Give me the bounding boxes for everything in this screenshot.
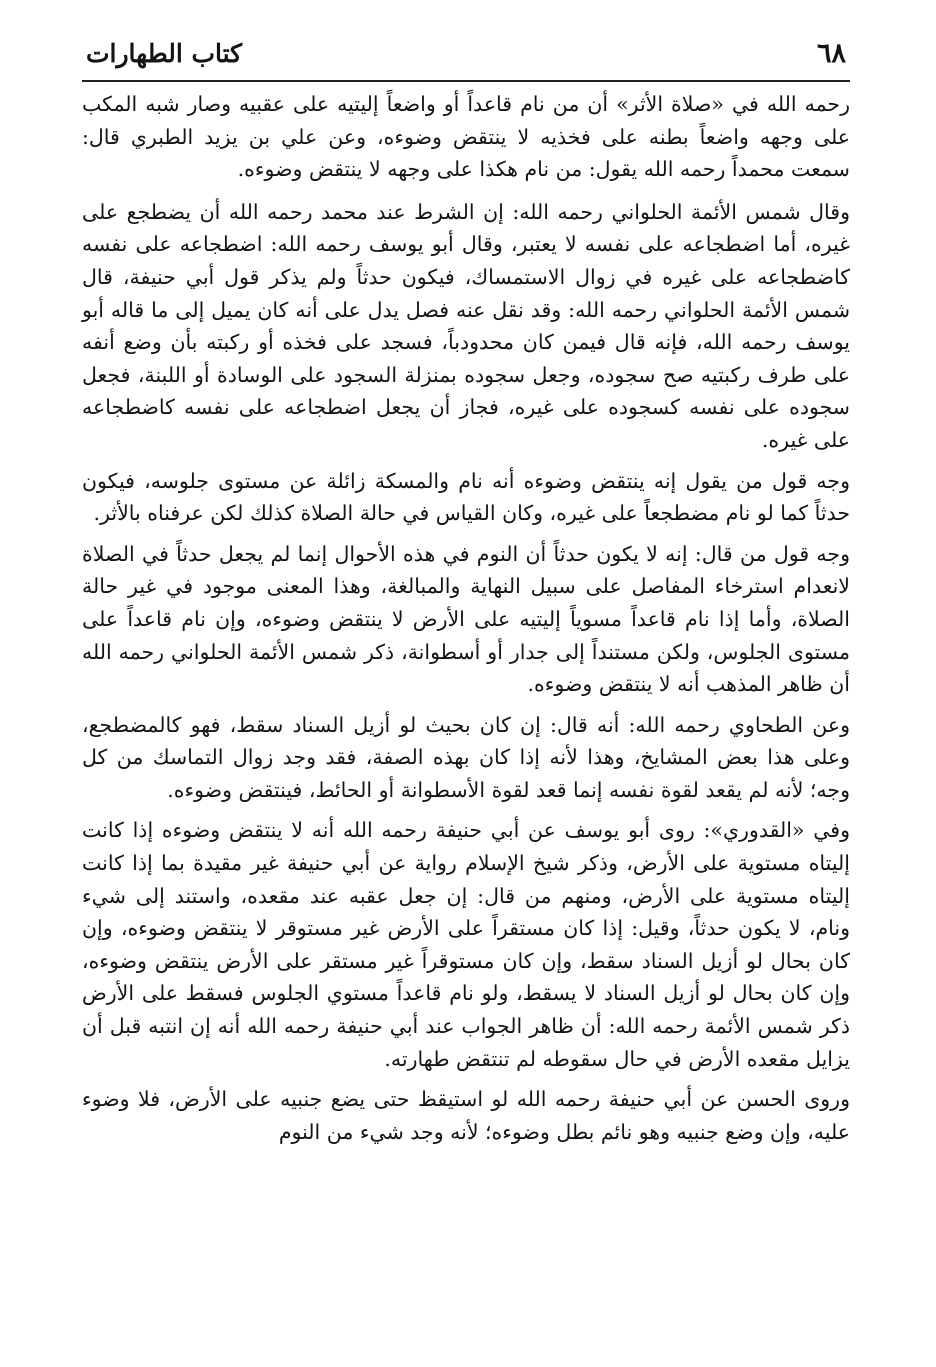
paragraph: وجه قول من قال: إنه لا يكون حدثاً أن النوم في هذه الأحوال إنما لم يجعل حدثاً في الصلاة لانعدام استرخاء المفاصل على سبيل النهاية والمبالغة، وهذا المعنى موجود في غير حالة الصلاة، وأما إذا نام قاعداً مسوياً إليتيه على الأرض لا ينتقض وضوءه، وإن نام قاعداً على مستوى الجلوس، ولكن مستنداً إلى جدار أو أسطوانة، ذكر شمس الأئمة الحلواني رحمه الله أن ظاهر المذهب أنه لا ينتقض وضوءه. — [82, 541, 851, 697]
page-number: ٦٨ — [816, 38, 846, 69]
paragraph: وجه قول من يقول إنه ينتقض وضوءه أنه نام والمسكة زائلة عن مستوى جلوسه، فيكون حدثاً كما لو نام مضطجعاً على غيره، وكان القياس في حالة الصلاة كذلك لكن عرفناه بالأثر. — [82, 468, 850, 526]
running-title: كتاب الطهارات — [86, 39, 243, 68]
page-header — [82, 34, 850, 78]
page-body — [82, 88, 850, 1156]
paragraph: وعن الطحاوي رحمه الله: أنه قال: إن كان بحيث لو أزيل السناد سقط، فهو كالمضطجع، وعلى هذا بعض المشايخ، وهذا لأنه إذا كان بهذه الصفة، فقد وجد زوال التماسك من كل وجه؛ لأنه لم يقعد لقوة نفسه إنما قعد لقوة الأسطوانة أو الحائط، فينتقض وضوءه. — [82, 712, 850, 802]
paragraph: وفي «القدوري»: روى أبو يوسف عن أبي حنيفة رحمه الله أنه لا ينتقض وضوءه إذا كانت إليتاه مستوية على الأرض، وذكر شيخ الإسلام رواية عن أبي حنيفة غير مقيدة بما إذا كانت إليتاه مستوية على الأرض، ومنهم من قال: إن جعل عقبه عند مقعده، واستند إلى شيء ونام، لا يكون حدثاً، وقيل: إذا كان مستقراً على الأرض غير مستوقر لا ينتقض وضوءه، وإن كان بحال لو أزيل السناد سقط، وإن كان مستوقراً غير مستقر على الأرض ينتقض وضوءه، وإن كان بحال لو أزيل السناد لا يسقط، ولو نام قاعداً مستوي الجلوس فسقط على الأرض ذكر شمس الأئمة رحمه الله: أن ظاهر الجواب عند أبي حنيفة رحمه الله أنه إن انتبه قبل أن يزايل مقعده الأرض في حال سقوطه لم تنتقض طهارته. — [82, 818, 850, 1071]
paragraph: وروى الحسن عن أبي حنيفة رحمه الله لو استيقظ حتى يضع جنبيه على الأرض، فلا وضوء عليه، وإن وضع جنبيه وهو نائم بطل وضوءه؛ لأنه وجد شيء من النوم — [82, 1087, 850, 1144]
paragraph: وقال شمس الأئمة الحلواني رحمه الله: إن الشرط عند محمد رحمه الله أن يضطجع على غيره، أما اضطجاعه على نفسه لا يعتبر، وقال أبو يوسف رحمه الله: اضطجاعه على نفسه كاضطجاعه على غيره في زوال الاستمساك، فيكون حدثاً ولم يذكر قول أبي حنيفة، قال شمس الأئمة الحلواني رحمه الله: وقد نقل عنه فصل يدل على أنه كان يميل إلى ما قاله أبو يوسف رحمه الله، فإنه قال فيمن كان محدودباً، فسجد على فخذه أو ركبته بأن وضع أنفه على طرف ركبتيه صح سجوده، وجعل سجوده بمنزلة السجود على الوسادة أو اللبنة، فجعل سجوده على نفسه كسجوده على غيره، فجاز أن يجعل اضطجاعه على نفسه كاضطجاعه على غيره. — [82, 199, 850, 452]
paragraph: رحمه الله في «صلاة الأثر» أن من نام قاعداً أو واضعاً إليتيه على عقبيه وصار شبه المكب على وجهه واضعاً بطنه على فخذيه لا ينتقض وضوءه، وعن علي بن يزيد الطبري قال: سمعت محمداً رحمه الله يقول: من نام هكذا على وجهه لا ينتقض وضوءه. — [82, 92, 850, 182]
header-divider — [82, 80, 850, 82]
